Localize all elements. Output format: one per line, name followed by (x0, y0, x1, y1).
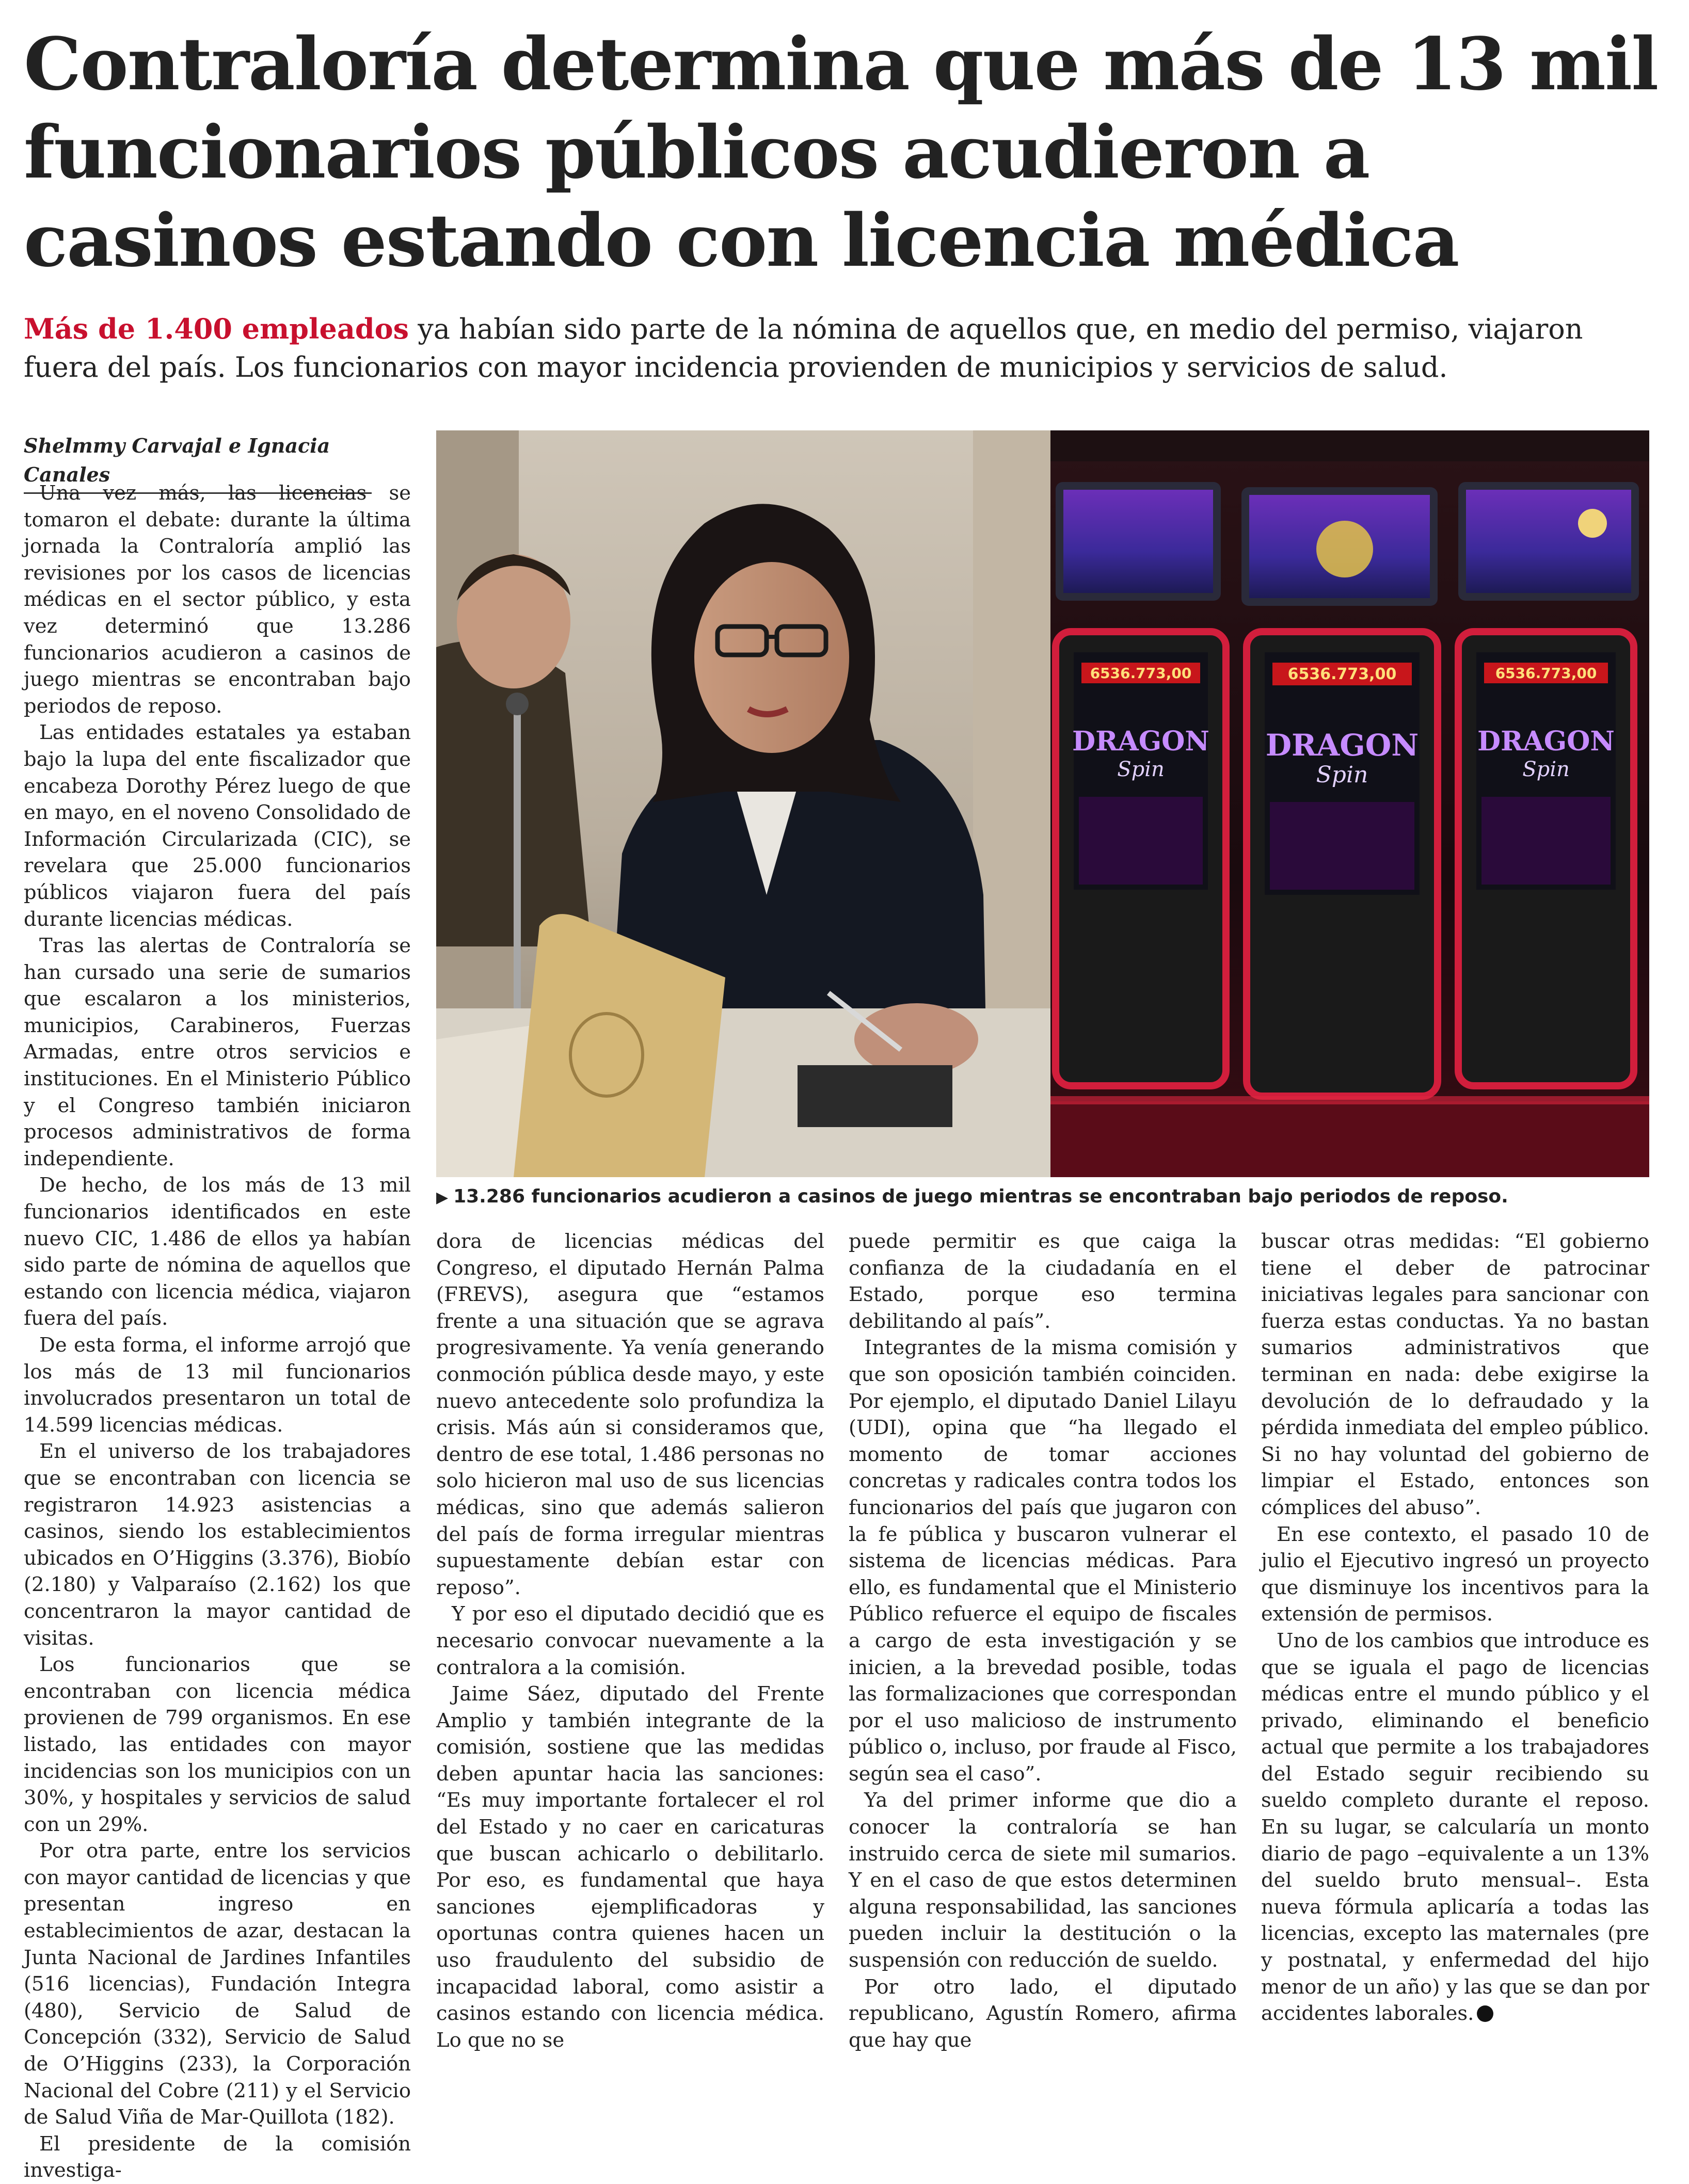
headline: Contraloría determina que más de 13 mil funcionarios públicos acudieron a casinos estando con licencia médica (24, 22, 1658, 283)
paragraph: puede permitir es que caiga la confianza de la ciudadanía en el Estado, porque eso termina debilitando al país”. (849, 1230, 1237, 1333)
game-title: DRAGON (1265, 728, 1419, 763)
paragraph: Por otra parte, entre los servicios con mayor cantidad de licencias y que presentan ingreso en establecimientos de azar, destacan la Junta Nacional de Jardines Infantiles (516 licencias), Fundación Integra (480), Servicio de Salud de Concepción (332), Servicio de Salud de O’Higgins (233), la Corporación Nacional del Cobre (211) y el Servicio de Salud Viña de Mar-Quillota (182). (24, 1839, 411, 2129)
game-title: DRAGON (1477, 726, 1615, 757)
byline: Shelmmy Carvajal e Ignacia Canales (24, 431, 372, 494)
paragraph: Las entidades estatales ya estaban bajo la lupa del ente fiscalizador que encabeza Dorothy Pérez luego de que en mayo, en el noveno Consolidado de Información Circularizada (CIC), se revelara que 25.000 funcionarios públicos viajaron fuera del país durante licencias médicas. (24, 721, 411, 931)
paragraph: Jaime Sáez, diputado del Frente Amplio y también integrante de la comisión, sostiene que las medidas deben apuntar hacia las sanciones: “Es muy importante fortalecer el rol del Estado y no caer en caricaturas que buscan achicarlo o debilitarlo. Por eso, es fundamental que haya sanciones ejemplificadoras y oportunas contra quienes hacen un uso fraudulento del subsidio de incapacidad laboral, como asistir a casinos estando con licencia médica. Lo que no se (436, 1682, 824, 2052)
end-mark-icon (1477, 2005, 1493, 2022)
deck-highlight: Más de 1.400 empleados (24, 312, 409, 345)
photo-caption (436, 1184, 1649, 1211)
game-subtitle: Spin (1522, 758, 1570, 781)
jackpot-display: 6536.773,00 (1495, 665, 1597, 682)
paragraph: Los funcionarios que se encontraban con licencia médica provienen de 799 organismos. En ese listado, las entidades con mayor incidencias son los municipios con un 30%, y hospitales y servicios de salud con un 29%. (24, 1653, 411, 1836)
paragraph: De hecho, de los más de 13 mil funcionarios identificados en este nuevo CIC, 1.486 de ellos ya habían sido parte de nómina de aquellos que estando con licencia médica, viajaron fuera del país. (24, 1174, 411, 1330)
paragraph: Tras las alertas de Contraloría se han cursado una serie de sumarios que escalaron a los ministerios, municipios, Carabineros, Fuerzas Armadas, entre otros servicios e instituciones. En el Ministerio Público y el Congreso también iniciaron procesos administrativos de forma independiente. (24, 934, 411, 1170)
caption-arrow-icon: ▶ (436, 1189, 449, 1207)
jackpot-display: 6536.773,00 (1090, 665, 1192, 682)
article-column-2 (436, 1228, 824, 2053)
paragraph: Una vez más, las licencias se tomaron el debate: durante la última jornada la Contraloría amplió las revisiones por los casos de licencias médicas en el sector público, y esta vez determinó que 13.286 funcionarios acudieron a casinos de juego mientras se encontraban bajo periodos de reposo. (24, 481, 411, 718)
paragraph: En el universo de los trabajadores que se encontraban con licencia se registraron 14.923 asistencias a casinos, siendo los establecimientos ubicados en O’Higgins (3.376), Biobío (2.180) y Valparaíso (2.162) los que concentraron la mayor cantidad de visitas. (24, 1440, 411, 1650)
paragraph: El presidente de la comisión investiga- (24, 2132, 411, 2182)
paragraph: De esta forma, el informe arrojó que los más de 13 mil funcionarios involucrados presentaron un total de 14.599 licencias médicas. (24, 1334, 411, 1437)
game-title: DRAGON (1072, 726, 1209, 757)
paragraph: Integrantes de la misma comisión y que son oposición también coinciden. Por ejemplo, el diputado Daniel Lilayu (UDI), opina que “ha llegado el momento de tomar acciones concretas y radicales contra todos los funcionarios del país que jugaron con la fe pública y buscaron vulnerar el sistema de licencias médicas. Para ello, es fundamental que el Ministerio Público refuerce el equipo de fiscales a cargo de esta investigación y se inicien, a la brevedad posible, todas las formalizaciones que correspondan por el uso malicioso de instrumento público o, incluso, por fraude al Fisco, según sea el caso”. (849, 1336, 1237, 1786)
paragraph: dora de licencias médicas del Congreso, el diputado Hernán Palma (FREVS), asegura que “estamos frente a una situación que se agrava progresivamente. Ya venía generando conmoción pública desde mayo, y este nuevo antecedente solo profundiza la crisis. Más aún si consideramos que, dentro de ese total, 1.486 personas no solo hicieron mal uso de sus licencias médicas, sino que además salieron del país de forma irregular mientras supuestamente debían estar con reposo”. (436, 1230, 824, 1599)
article-column-1 (24, 480, 411, 2184)
article-column-4 (1261, 1228, 1649, 2027)
deck (24, 310, 1624, 387)
paragraph: buscar otras medidas: “El gobierno tiene el deber de patrocinar iniciativas legales para sancionar con fuerza estas conductas. Ya no bastan sumarios administrativos que terminan en nada: debe exigirse la devolución de lo defraudado y la pérdida inmediata del empleo público. Si no hay voluntad del gobierno de limpiar el Estado, entonces son cómplices del abuso”. (1261, 1230, 1649, 1519)
paragraph (1261, 1628, 1649, 2027)
hearing-scene-image (436, 430, 1050, 1177)
jackpot-display: 6536.773,00 (1287, 665, 1397, 683)
caption-text: 13.286 funcionarios acudieron a casinos de juego mientras se encontraban bajo periodos de reposo. (453, 1186, 1508, 1207)
paragraph: En ese contexto, el pasado 10 de julio el Ejecutivo ingresó un proyecto que disminuye los incentivos para la extensión de permisos. (1261, 1522, 1649, 1626)
paragraph: Por otro lado, el diputado republicano, Agustín Romero, afirma que hay que (849, 1975, 1237, 2052)
last-paragraph-text: Uno de los cambios que introduce es que se iguala el pago de licencias médicas entre el mundo público y el privado, eliminando el beneficio actual que permite a los trabajadores del Estado seguir recibiendo su sueldo completo durante el reposo. En su lugar, se calcularía un monto diario de pago –equivalente a un 13% del sueldo bruto mensual–. Esta nueva fórmula aplicaría a todas las licencias, excepto las maternales (pre y postnatal, y enfermedad del hijo menor de un año) y las que se dan por accidentes laborales. (1261, 1629, 1649, 2026)
game-subtitle: Spin (1316, 762, 1368, 788)
paragraph: Ya del primer informe que dio a conocer la contraloría se han instruido cerca de siete mil sumarios. Y en el caso de que estos determinen alguna responsabilidad, las sanciones pueden incluir la destitución o la suspensión con reducción de sueldo. (849, 1789, 1237, 1972)
deck-text: ya habían sido parte de la nómina de aquellos que, en medio del permiso, viajaron fuera del país. Los funcionarios con mayor incidencia provienden de municipios y servicios de salud. (24, 313, 1583, 383)
casino-slot-machines-image (1050, 430, 1649, 1177)
paragraph: Y por eso el diputado decidió que es necesario convocar nuevamente a la contralora a la comisión. (436, 1602, 824, 1679)
article-column-3 (849, 1228, 1237, 2053)
game-subtitle: Spin (1117, 758, 1165, 781)
article-photo (436, 430, 1649, 1177)
